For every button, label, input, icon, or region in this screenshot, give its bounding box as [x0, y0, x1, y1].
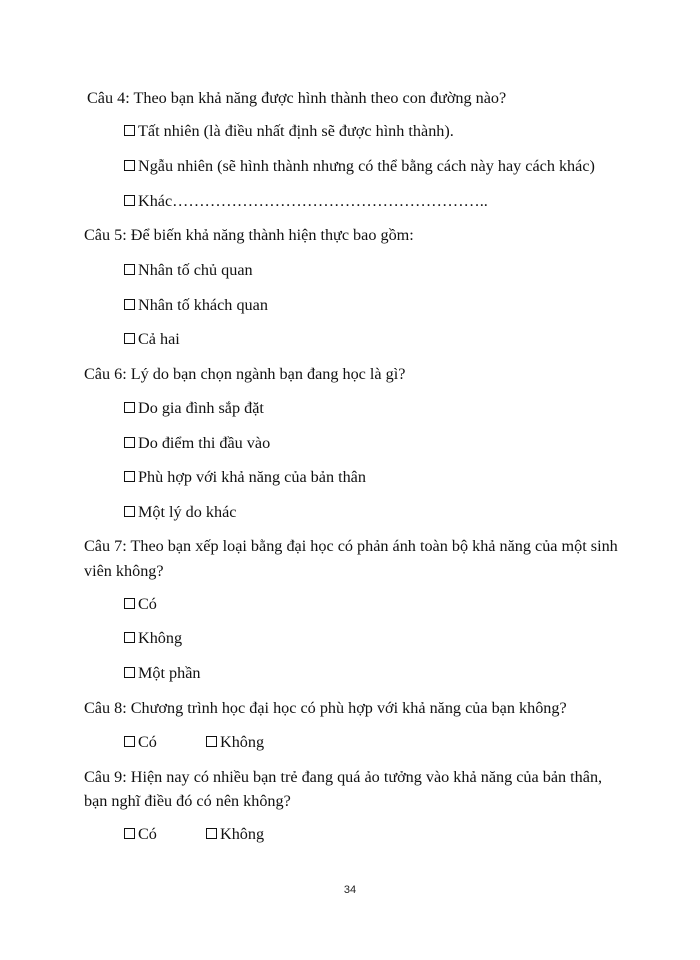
- checkbox-icon[interactable]: [124, 667, 135, 678]
- option-label: Do gia đình sắp đặt: [138, 399, 264, 417]
- question-4-option-2[interactable]: [124, 156, 595, 176]
- question-6-option-2[interactable]: [124, 433, 270, 453]
- option-label: Khác…………………………………………………..: [138, 192, 488, 210]
- option-label: Một lý do khác: [138, 503, 237, 521]
- question-6-label: Câu 6: Lý do bạn chọn ngành bạn đang học là gì?: [84, 365, 406, 383]
- question-7-option-1[interactable]: [124, 594, 157, 614]
- checkbox-icon[interactable]: [124, 437, 135, 448]
- option-label: Có: [138, 733, 157, 751]
- option-label: Không: [220, 825, 265, 843]
- question-4-label: Câu 4: Theo bạn khả năng được hình thành theo con đường nào?: [87, 89, 507, 107]
- question-7-option-2[interactable]: [124, 628, 182, 648]
- question-8-option-1[interactable]: [124, 732, 157, 752]
- option-label: Một phần: [138, 664, 201, 682]
- checkbox-icon[interactable]: [124, 195, 135, 206]
- checkbox-icon[interactable]: [124, 736, 135, 747]
- question-9-label-line-2: bạn nghĩ điều đó có nên không?: [84, 792, 291, 810]
- question-5-label: Câu 5: Để biến khả năng thành hiện thực bao gồm:: [84, 226, 414, 244]
- checkbox-icon[interactable]: [124, 632, 135, 643]
- checkbox-icon[interactable]: [124, 125, 135, 136]
- question-6-option-1[interactable]: [124, 398, 264, 418]
- question-9-option-2[interactable]: [206, 824, 264, 844]
- option-label: Có: [138, 595, 157, 613]
- question-7-label-line-1: Câu 7: Theo bạn xếp loại bằng đại học có phản ánh toàn bộ khả năng của một sinh: [84, 537, 618, 555]
- question-6-option-4[interactable]: [124, 502, 236, 522]
- page-number: 34: [343, 884, 357, 896]
- option-label: Ngẫu nhiên (sẽ hình thành nhưng có thể bằng cách này hay cách khác): [138, 157, 595, 175]
- option-label: Tất nhiên (là điều nhất định sẽ được hình thành).: [138, 122, 454, 140]
- checkbox-icon[interactable]: [124, 598, 135, 609]
- option-label: Không: [138, 629, 183, 647]
- option-label: Phù hợp với khả năng của bản thân: [138, 468, 366, 486]
- question-7-label-line-2: viên không?: [84, 562, 164, 580]
- option-label: Do điểm thi đầu vào: [138, 434, 271, 452]
- checkbox-icon[interactable]: [124, 160, 135, 171]
- checkbox-icon[interactable]: [206, 828, 217, 839]
- checkbox-icon[interactable]: [124, 506, 135, 517]
- question-9-option-1[interactable]: [124, 824, 157, 844]
- checkbox-icon[interactable]: [124, 264, 135, 275]
- question-6-option-3[interactable]: [124, 467, 366, 487]
- question-4-option-3[interactable]: [124, 191, 488, 211]
- option-label: Cả hai: [138, 330, 180, 348]
- question-5-option-2[interactable]: [124, 295, 268, 315]
- checkbox-icon[interactable]: [124, 828, 135, 839]
- checkbox-icon[interactable]: [206, 736, 217, 747]
- option-label: Không: [220, 733, 265, 751]
- question-5-option-3[interactable]: [124, 329, 180, 349]
- question-4-option-1[interactable]: [124, 121, 454, 141]
- checkbox-icon[interactable]: [124, 402, 135, 413]
- question-8-option-2[interactable]: [206, 732, 264, 752]
- option-label: Nhân tố khách quan: [138, 296, 268, 314]
- checkbox-icon[interactable]: [124, 299, 135, 310]
- option-label: Có: [138, 825, 157, 843]
- checkbox-icon[interactable]: [124, 471, 135, 482]
- checkbox-icon[interactable]: [124, 333, 135, 344]
- question-8-label: Câu 8: Chương trình học đại học có phù hợp với khả năng của bạn không?: [84, 699, 567, 717]
- question-7-option-3[interactable]: [124, 663, 201, 683]
- question-9-label-line-1: Câu 9: Hiện nay có nhiều bạn trẻ đang quá ảo tưởng vào khả năng của bản thân,: [84, 768, 603, 786]
- option-label: Nhân tố chủ quan: [138, 261, 253, 279]
- question-5-option-1[interactable]: [124, 260, 253, 280]
